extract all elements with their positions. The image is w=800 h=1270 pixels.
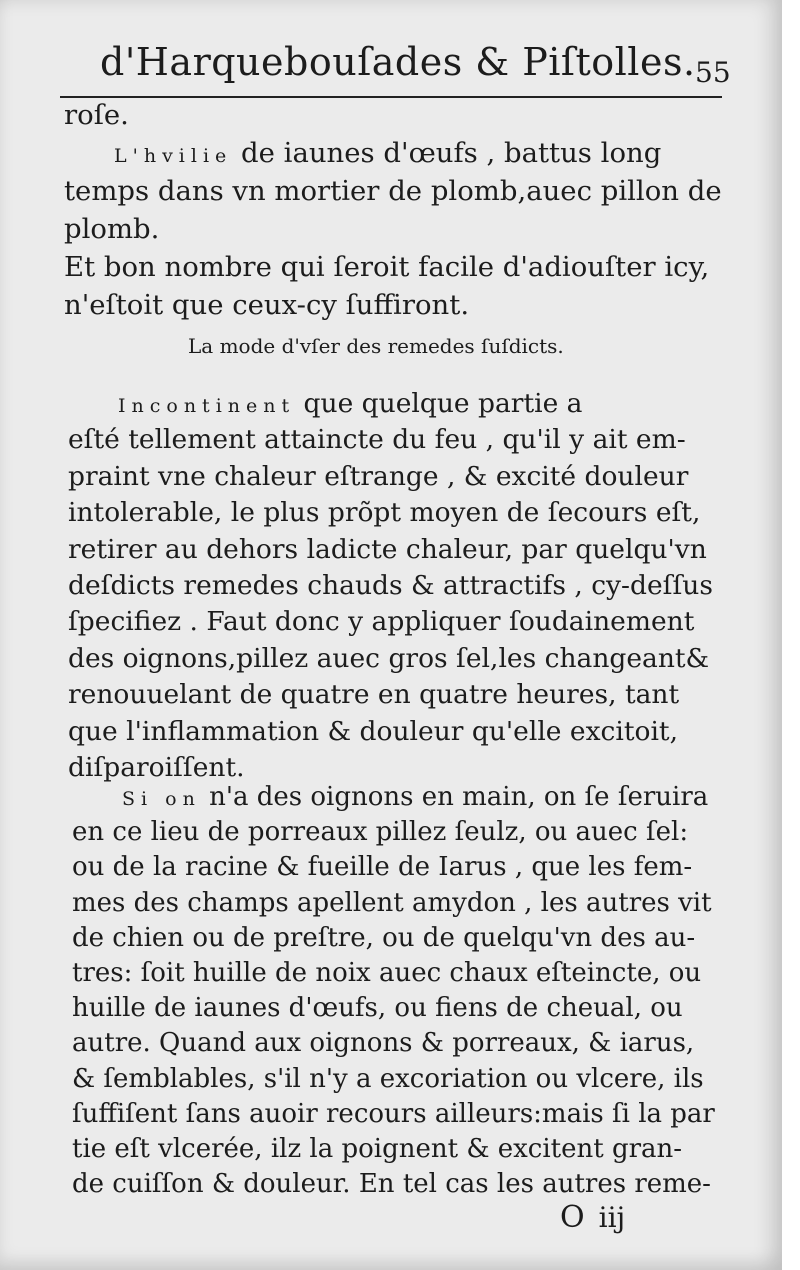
text-line [68, 386, 748, 422]
text-line: plomb. [64, 213, 160, 245]
text-line: tie eſt vlcerée, ilz la poignent & excitent gran- [72, 1133, 683, 1164]
text-line: des oignons,pillez auec gros ſel,les changeant& [68, 642, 710, 674]
signature-mark [560, 1200, 625, 1235]
text-line: ou de la racine & fueille de Iarus , que les fem- [72, 852, 693, 883]
text-line: eſté tellement attaincte du feu , qu'il y ait em- [68, 424, 686, 456]
text-line: n'eſtoit que ceux-cy ſuffiront. [64, 289, 470, 321]
text-line: ſuffiſent ſans auoir recours ailleurs:mais ſi la par [72, 1098, 715, 1129]
section-heading: La mode d'vſer des remedes ſuſdicts. [188, 334, 564, 358]
text-line: que l'inflammation & douleur qu'elle excitoit, [68, 715, 679, 747]
text-line: renouuelant de quatre en quatre heures, tant [68, 679, 680, 711]
text-line [72, 780, 752, 815]
text-line: temps dans vn mortier de plomb,auec pillon de [64, 175, 722, 207]
text-line: ſpecifiez . Faut donc y appliquer ſoudainement [68, 606, 695, 638]
text-line: de cuiſſon & douleur. En tel cas les autres reme- [72, 1169, 711, 1200]
small-caps-lead: Incontinent [118, 395, 296, 417]
text-line [64, 134, 738, 172]
main-paragraph [68, 386, 748, 786]
text-line: autre. Quand aux oignons & porreaux, & iarus, [72, 1028, 695, 1059]
text-line: huille de iaunes d'œufs, ou fiens de cheual, ou [72, 993, 683, 1024]
text-line: tres: ſoit huille de noix auec chaux eſteincte, ou [72, 957, 702, 988]
signature-number: iij [598, 1201, 626, 1234]
text-line: deſdicts remedes chauds & attractifs , cy-deſſus [68, 569, 713, 601]
text-line: roſe. [64, 99, 129, 131]
text-line: Et bon nombre qui ſeroit facile d'adiouſter icy, [64, 251, 710, 283]
line-rest: de iaunes d'œufs , battus long [232, 137, 662, 169]
page-number: 55 [695, 56, 731, 89]
text-line: retirer au dehors ladicte chaleur, par quelqu'vn [68, 533, 707, 565]
text-line: diſparoiſſent. [68, 751, 245, 783]
line-rest: n'a des oignons en main, on ſe ſeruira [200, 782, 709, 812]
opening-text [64, 96, 738, 324]
text-line: en ce lieu de porreaux pillez ſeulz, ou auec ſel: [72, 817, 689, 848]
text-line: praint vne chaleur eſtrange , & excité douleur [68, 460, 689, 492]
line-rest: que quelque partie a [295, 388, 583, 419]
running-title: d'Harquebouſades & Piſtolles. [100, 40, 696, 84]
small-caps-lead: Si on [122, 788, 201, 810]
text-line: mes des champs apellent amydon , les autres vit [72, 887, 712, 918]
text-line: de chien ou de preſtre, ou de quelqu'vn des au- [72, 922, 696, 953]
signature-letter: O [560, 1200, 585, 1235]
small-caps-lead: L'hvilie [114, 145, 233, 167]
second-paragraph [72, 780, 752, 1202]
text-line: intolerable, le plus prõpt moyen de ſecours eſt, [68, 497, 701, 529]
text-line: & ſemblables, s'il n'y a excoriation ou vlcere, ils [72, 1063, 704, 1094]
